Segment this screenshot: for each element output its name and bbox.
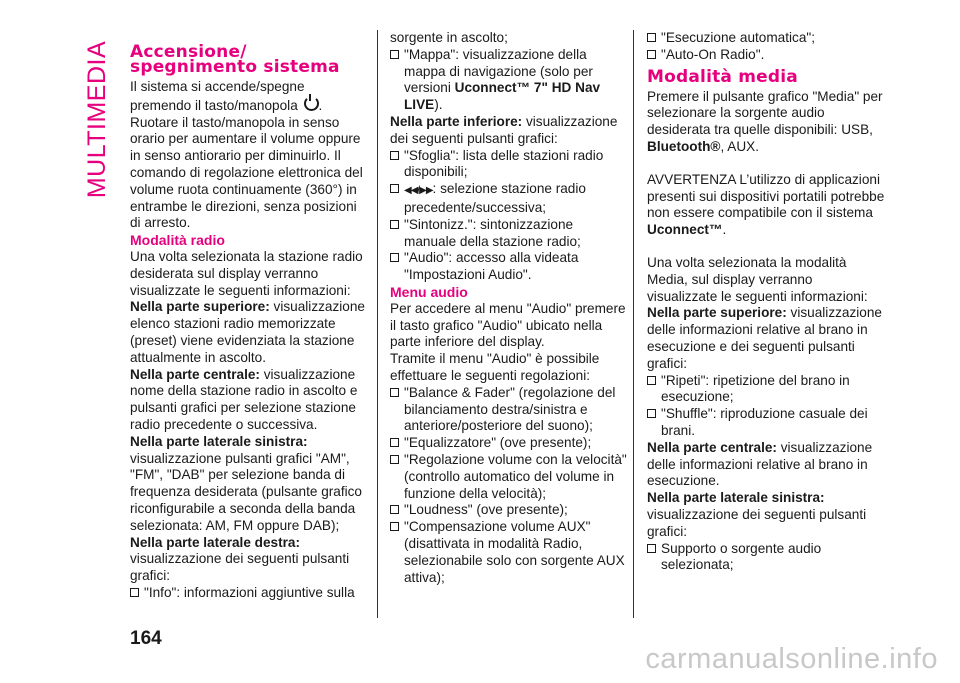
list-item: "Mappa": visualizzazione della mappa di navigazione (solo per versioni Uconnect™ 7" HD Nav LIVE).	[390, 47, 628, 114]
checkbox-bullet-icon	[390, 522, 399, 531]
paragraph: Tramite il menu "Audio" è possibile effettuare le seguenti regolazioni:	[390, 351, 600, 383]
paragraph: Ruotare il tasto/manopola in senso orario per aumentare il volume oppure in senso antiorario per diminuirlo. Il comando di regolazione elettronica del volume ruota continuamente (360°) in entrambe le direzioni, senza posizioni di arresto.	[130, 114, 363, 231]
checkbox-bullet-icon	[390, 220, 399, 229]
checkbox-bullet-icon	[390, 50, 399, 59]
checkbox-bullet-icon	[647, 376, 656, 385]
column-divider	[633, 30, 634, 618]
list-item: "Compensazione volume AUX" (disattivata in modalità Radio, selezionabile solo con sorgente AUX attiva);	[390, 519, 628, 586]
watermark: carmanualsonline.info	[645, 643, 938, 675]
checkbox-bullet-icon	[390, 151, 399, 160]
page-number: 164	[130, 628, 162, 649]
list-item: "Regolazione volume con la velocità" (controllo automatico del volume in funzione della velocità);	[390, 452, 628, 502]
list-item: "Audio": accesso alla videata "Impostazioni Audio".	[390, 250, 628, 284]
list-item: "Equalizzatore" (ove presente);	[390, 435, 628, 452]
checkbox-bullet-icon	[390, 438, 399, 447]
checkbox-bullet-icon	[390, 253, 399, 262]
column-2	[390, 30, 628, 586]
paragraph: Nella parte laterale destra: visualizzazione dei seguenti pulsanti grafici:	[130, 534, 350, 584]
paragraph: Nella parte inferiore: visualizzazione dei seguenti pulsanti grafici:	[390, 113, 618, 146]
paragraph: Nella parte superiore: visualizzazione elenco stazioni radio memorizzate (preset) viene evidenziata la stazione attualmente in ascolto.	[130, 299, 365, 365]
checkbox-bullet-icon	[647, 409, 656, 418]
section-tab	[78, 40, 118, 199]
column-3	[647, 30, 885, 574]
column-1	[130, 42, 368, 602]
checkbox-bullet-icon	[390, 455, 399, 464]
paragraph: Nella parte laterale sinistra: visualizzazione dei seguenti pulsanti grafici:	[647, 490, 867, 539]
prev-next-icon: ◀◀/▶▶	[404, 185, 433, 197]
list-item: "Ripeti": ripetizione del brano in esecuzione;	[647, 373, 885, 407]
list-item: "Sintonizz.": sintonizzazione manuale della stazione radio;	[390, 217, 628, 251]
checkbox-bullet-icon	[390, 505, 399, 514]
list-item: "Auto-On Radio".	[647, 47, 885, 64]
checkbox-bullet-icon	[647, 544, 656, 553]
paragraph: Il sistema si accende/spegne premendo il tasto/manopola .	[130, 79, 323, 113]
list-item: "Esecuzione automatica";	[647, 30, 885, 47]
paragraph: Per accedere al menu "Audio" premere il tasto grafico "Audio" ubicato nella parte inferiore del display.	[390, 300, 626, 350]
list-item: "Loudness" (ove presente);	[390, 502, 628, 519]
checkbox-bullet-icon	[647, 50, 656, 59]
list-item: ◀◀/▶▶: selezione stazione radio precedente/successiva;	[390, 181, 628, 217]
checkbox-bullet-icon	[390, 388, 399, 397]
section-tab-label: MULTIMEDIA	[83, 40, 112, 199]
section-heading-power: Accensione/ spegnimento sistema	[130, 42, 340, 77]
paragraph: Nella parte laterale sinistra: visualizzazione pulsanti grafici "AM", "FM", "DAB" per selezione banda di frequenza desiderata (pulsante grafico riconfigurabile a seconda della banda selezionata: AM, FM oppure DAB);	[130, 433, 362, 533]
checkbox-bullet-icon	[130, 588, 139, 597]
list-item: "Balance & Fader" (regolazione del bilanciamento destra/sinistra e anteriore/posteriore del suono);	[390, 385, 628, 435]
list-item: Supporto o sorgente audio selezionata;	[647, 541, 885, 575]
list-item: "Sfoglia": lista delle stazioni radio disponibili;	[390, 148, 628, 182]
warning-paragraph: AVVERTENZA L’utilizzo di applicazioni presenti sui dispositivi portatili potrebbe non essere compatibile con il sistema Uconnect™.	[647, 171, 885, 238]
paragraph: Nella parte superiore: visualizzazione delle informazioni relative al brano in esecuzione e dei seguenti pulsanti grafici:	[647, 305, 882, 371]
power-icon	[304, 96, 319, 111]
paragraph: Nella parte centrale: visualizzazione nome della stazione radio in ascolto e pulsanti grafici per selezione stazione radio precedente o successiva.	[130, 366, 358, 432]
paragraph: Una volta selezionata la stazione radio desiderata sul display verranno visualizzate le seguenti informazioni:	[130, 248, 363, 298]
paragraph: Una volta selezionata la modalità Media, sul display verranno visualizzate le seguenti informazioni:	[647, 254, 868, 304]
subheading-audio-menu: Menu audio	[390, 283, 468, 300]
list-item: "Shuffle": riproduzione casuale dei brani.	[647, 406, 885, 440]
column-divider	[377, 30, 378, 618]
list-item: "Info": informazioni aggiuntive sulla	[130, 585, 368, 602]
subheading-radio: Modalità radio	[130, 232, 225, 249]
paragraph: Premere il pulsante grafico "Media" per selezionare la sorgente audio desiderata tra quelle disponibili: USB, Bluetooth®, AUX.	[647, 88, 883, 154]
checkbox-bullet-icon	[390, 184, 399, 193]
checkbox-bullet-icon	[647, 33, 656, 42]
section-heading-media: Modalità media	[647, 66, 798, 87]
paragraph: Nella parte centrale: visualizzazione delle informazioni relative al brano in esecuzione.	[647, 439, 873, 489]
paragraph: sorgente in ascolto;	[390, 30, 508, 45]
